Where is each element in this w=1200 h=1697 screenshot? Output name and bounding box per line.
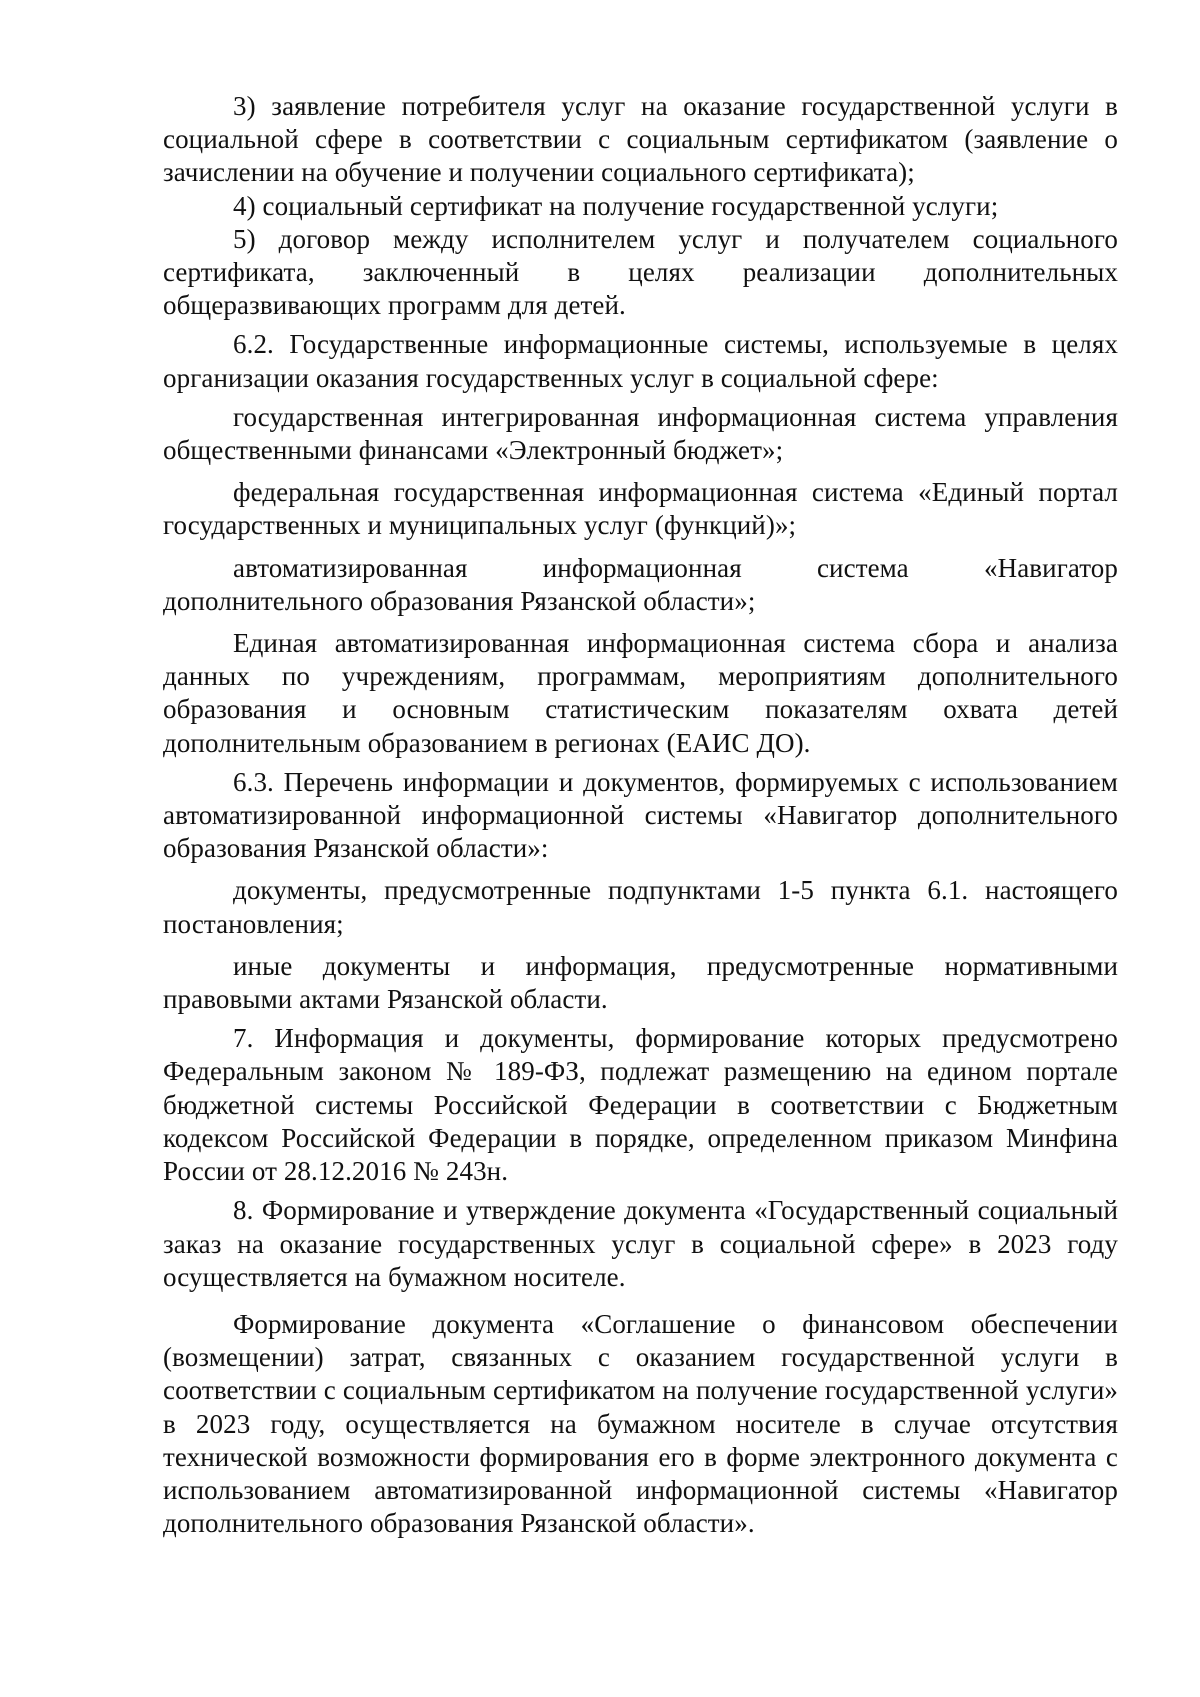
paragraph-documents-list: документы, предусмотренные подпунктами 1-5 пункта 6.1. настоящего постановления; [163,875,1118,939]
paragraph-section-6-3: 6.3. Перечень информации и документов, формируемых с использованием автоматизированной информационной системы «Навигатор дополнительного образования Рязанской области»: [163,766,1118,864]
paragraph-item-4: 4) социальный сертификат на получение государственной услуги; [233,190,999,221]
paragraph-item-3: 3) заявление потребителя услуг на оказание государственной услуги в социальной сфере в соответствии с социальным сертификатом (заявление о зачислении на обучение и получении социального сертификата); [163,91,1118,188]
paragraph-system-electronic-budget: государственная интегрированная информационная система управления общественными финансами «Электронный бюджет»; [163,401,1118,466]
paragraph-section-8: 8. Формирование и утверждение документа «Государственный социальный заказ на оказание государственных услуг в социальной сфере» в 2023 году осуществляется на бумажном носителе. [163,1195,1118,1292]
paragraph-system-unified-portal: федеральная государственная информационная система «Единый портал государственных и муниципальных услуг (функций)»; [163,477,1118,541]
paragraph-item-5: 5) договор между исполнителем услуг и получателем социального сертификата, заключенный в целях реализации дополнительных общеразвивающих программ для детей. [163,223,1118,321]
paragraph-other-documents: иные документы и информация, предусмотренные нормативными правовыми актами Рязанской области. [163,950,1118,1015]
paragraph-section-6-2: 6.2. Государственные информационные системы, используемые в целях организации оказания государственных услуг в социальной сфере: [163,329,1118,393]
paragraph-system-eais: Единая автоматизированная информационная система сбора и анализа данных по учреждениям, программам, мероприятиям дополнительного образования и основным статистическим показателям охвата детей дополнительным образованием в регионах (ЕАИС ДО). [163,628,1118,758]
paragraph-agreement-formation: Формирование документа «Соглашение о финансовом обеспечении (возмещении) затрат, связанных с оказанием государственной услуги в соответствии с социальным сертификатом на получение государственной услуги» в 2023 году, осуществляется на бумажном носителе в случае отсутствия технической возможности формирования его в форме электронного документа с использованием автоматизированной информационной системы «Навигатор дополнительного образования Рязанской области». [163,1308,1118,1539]
paragraph-system-navigator: автоматизированная информационная система «Навигатор дополнительного образования Рязанской области»; [163,552,1118,616]
paragraph-section-7: 7. Информация и документы, формирование которых предусмотрено Федеральным законом № 189-ФЗ, подлежат размещению на едином портале бюджетной системы Российской Федерации в соответствии с Бюджетным кодексом Российской Федерации в порядке, определенном приказом Минфина России от 28.12.2016 № 243н. [163,1023,1118,1187]
document-body [163,90,1118,1540]
